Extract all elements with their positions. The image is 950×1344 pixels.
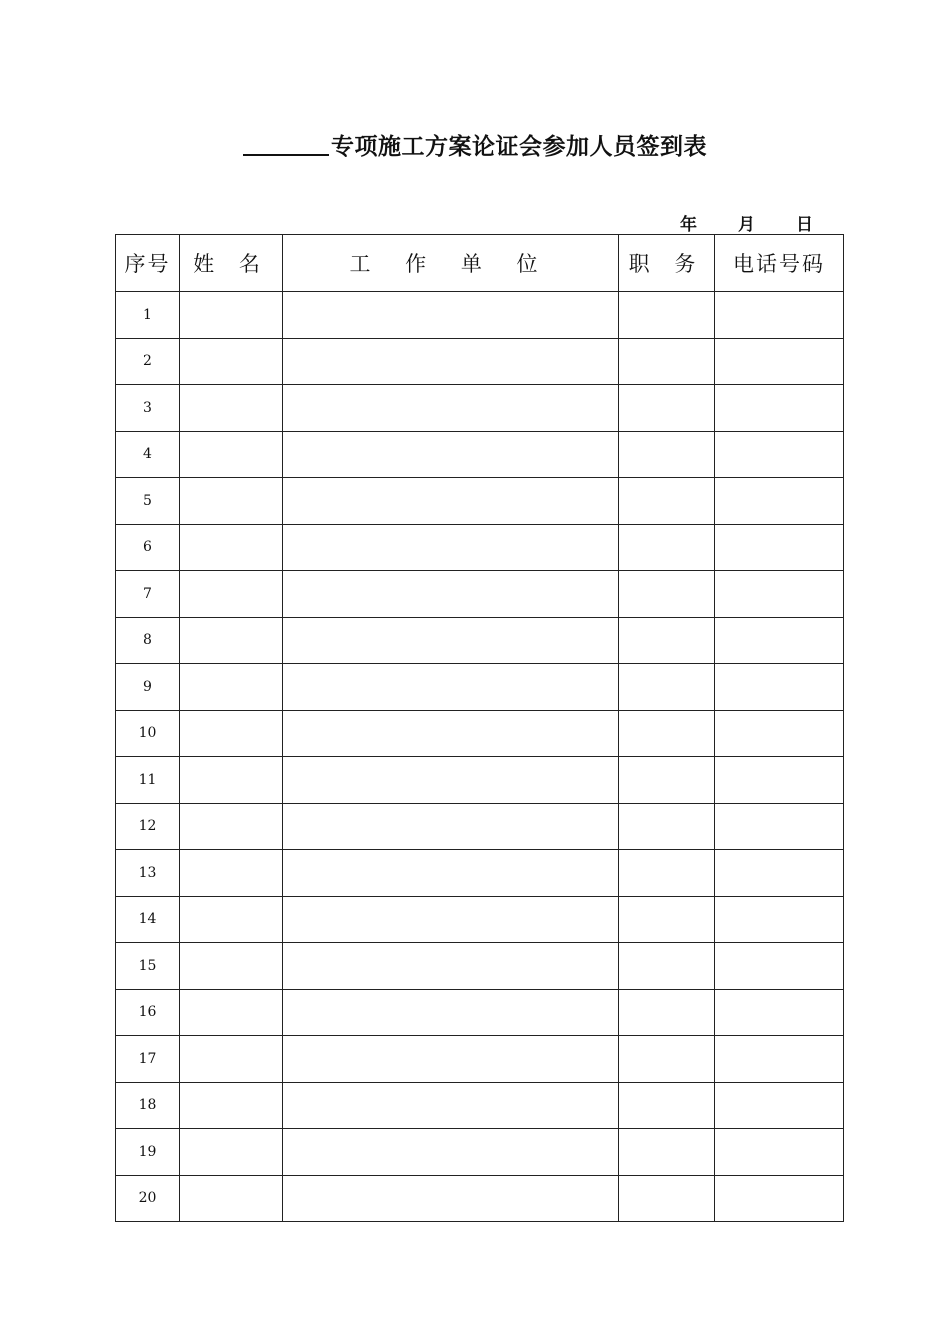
cell-position[interactable] <box>619 943 715 990</box>
row-number: 16 <box>116 989 180 1036</box>
cell-unit[interactable] <box>283 571 619 618</box>
cell-unit[interactable] <box>283 292 619 339</box>
table-row <box>116 943 844 990</box>
table-row <box>116 338 844 385</box>
cell-name[interactable] <box>180 989 283 1036</box>
cell-name[interactable] <box>180 803 283 850</box>
row-number: 4 <box>116 431 180 478</box>
cell-phone[interactable] <box>715 524 844 571</box>
cell-name[interactable] <box>180 292 283 339</box>
cell-phone[interactable] <box>715 571 844 618</box>
cell-unit[interactable] <box>283 943 619 990</box>
cell-position[interactable] <box>619 571 715 618</box>
date-year-label: 年 <box>680 215 697 235</box>
cell-phone[interactable] <box>715 710 844 757</box>
table-row <box>116 1129 844 1176</box>
table-row <box>116 431 844 478</box>
row-number: 6 <box>116 524 180 571</box>
cell-unit[interactable] <box>283 478 619 525</box>
cell-phone[interactable] <box>715 431 844 478</box>
row-number: 14 <box>116 896 180 943</box>
table-row <box>116 850 844 897</box>
cell-name[interactable] <box>180 850 283 897</box>
row-number: 18 <box>116 1082 180 1129</box>
cell-position[interactable] <box>619 803 715 850</box>
cell-name[interactable] <box>180 943 283 990</box>
cell-name[interactable] <box>180 431 283 478</box>
table-row <box>116 757 844 804</box>
cell-name[interactable] <box>180 478 283 525</box>
table-row <box>116 292 844 339</box>
cell-unit[interactable] <box>283 1129 619 1176</box>
row-number: 15 <box>116 943 180 990</box>
cell-phone[interactable] <box>715 1036 844 1083</box>
cell-unit[interactable] <box>283 617 619 664</box>
cell-position[interactable] <box>619 1129 715 1176</box>
cell-position[interactable] <box>619 1082 715 1129</box>
title-text: 专项施工方案论证会参加人员签到表 <box>331 134 707 160</box>
table-header-row <box>116 235 844 292</box>
cell-position[interactable] <box>619 757 715 804</box>
title-blank-line[interactable] <box>243 154 329 156</box>
cell-position[interactable] <box>619 896 715 943</box>
table-row <box>116 385 844 432</box>
table-row <box>116 989 844 1036</box>
cell-phone[interactable] <box>715 850 844 897</box>
cell-unit[interactable] <box>283 803 619 850</box>
cell-unit[interactable] <box>283 710 619 757</box>
header-position: 职 务 <box>619 235 715 292</box>
cell-name[interactable] <box>180 896 283 943</box>
cell-position[interactable] <box>619 710 715 757</box>
row-number: 9 <box>116 664 180 711</box>
date-month-label: 月 <box>738 215 755 235</box>
cell-phone[interactable] <box>715 1175 844 1222</box>
date-day-label: 日 <box>796 215 813 235</box>
row-number: 11 <box>116 757 180 804</box>
document-title <box>0 128 950 161</box>
cell-phone[interactable] <box>715 617 844 664</box>
cell-phone[interactable] <box>715 385 844 432</box>
cell-phone[interactable] <box>715 803 844 850</box>
cell-position[interactable] <box>619 989 715 1036</box>
cell-phone[interactable] <box>715 338 844 385</box>
cell-unit[interactable] <box>283 338 619 385</box>
cell-position[interactable] <box>619 385 715 432</box>
row-number: 17 <box>116 1036 180 1083</box>
cell-name[interactable] <box>180 571 283 618</box>
cell-name[interactable] <box>180 710 283 757</box>
table-row <box>116 617 844 664</box>
cell-unit[interactable] <box>283 385 619 432</box>
header-name: 姓 名 <box>180 235 283 292</box>
header-unit: 工 作 单 位 <box>283 235 619 292</box>
table-row <box>116 1036 844 1083</box>
cell-name[interactable] <box>180 1175 283 1222</box>
row-number: 2 <box>116 338 180 385</box>
cell-phone[interactable] <box>715 478 844 525</box>
header-seq: 序号 <box>116 235 180 292</box>
row-number: 3 <box>116 385 180 432</box>
cell-phone[interactable] <box>715 757 844 804</box>
row-number: 12 <box>116 803 180 850</box>
cell-phone[interactable] <box>715 989 844 1036</box>
table-row <box>116 664 844 711</box>
cell-unit[interactable] <box>283 1175 619 1222</box>
cell-unit[interactable] <box>283 431 619 478</box>
row-number: 13 <box>116 850 180 897</box>
cell-phone[interactable] <box>715 943 844 990</box>
cell-position[interactable] <box>619 617 715 664</box>
table-row <box>116 478 844 525</box>
cell-position[interactable] <box>619 478 715 525</box>
table-body <box>116 292 844 1222</box>
row-number: 19 <box>116 1129 180 1176</box>
table-row <box>116 1175 844 1222</box>
cell-phone[interactable] <box>715 1129 844 1176</box>
row-number: 5 <box>116 478 180 525</box>
row-number: 1 <box>116 292 180 339</box>
cell-name[interactable] <box>180 385 283 432</box>
cell-name[interactable] <box>180 338 283 385</box>
cell-unit[interactable] <box>283 850 619 897</box>
cell-position[interactable] <box>619 338 715 385</box>
cell-position[interactable] <box>619 292 715 339</box>
table-row <box>116 896 844 943</box>
header-phone: 电话号码 <box>715 235 844 292</box>
table-row <box>116 571 844 618</box>
cell-position[interactable] <box>619 1175 715 1222</box>
cell-name[interactable] <box>180 1129 283 1176</box>
date-line <box>678 210 838 234</box>
cell-phone[interactable] <box>715 664 844 711</box>
cell-unit[interactable] <box>283 524 619 571</box>
cell-position[interactable] <box>619 1036 715 1083</box>
cell-unit[interactable] <box>283 896 619 943</box>
cell-name[interactable] <box>180 757 283 804</box>
table-row <box>116 1082 844 1129</box>
row-number: 7 <box>116 571 180 618</box>
cell-phone[interactable] <box>715 1082 844 1129</box>
cell-unit[interactable] <box>283 1082 619 1129</box>
cell-position[interactable] <box>619 431 715 478</box>
cell-unit[interactable] <box>283 989 619 1036</box>
cell-unit[interactable] <box>283 757 619 804</box>
cell-name[interactable] <box>180 1082 283 1129</box>
sign-in-table <box>115 234 844 1222</box>
cell-name[interactable] <box>180 664 283 711</box>
cell-name[interactable] <box>180 1036 283 1083</box>
cell-position[interactable] <box>619 850 715 897</box>
cell-name[interactable] <box>180 617 283 664</box>
cell-phone[interactable] <box>715 896 844 943</box>
cell-position[interactable] <box>619 524 715 571</box>
cell-phone[interactable] <box>715 292 844 339</box>
cell-unit[interactable] <box>283 1036 619 1083</box>
table-row <box>116 710 844 757</box>
row-number: 10 <box>116 710 180 757</box>
row-number: 20 <box>116 1175 180 1222</box>
cell-name[interactable] <box>180 524 283 571</box>
cell-unit[interactable] <box>283 664 619 711</box>
table-row <box>116 524 844 571</box>
row-number: 8 <box>116 617 180 664</box>
cell-position[interactable] <box>619 664 715 711</box>
table-row <box>116 803 844 850</box>
